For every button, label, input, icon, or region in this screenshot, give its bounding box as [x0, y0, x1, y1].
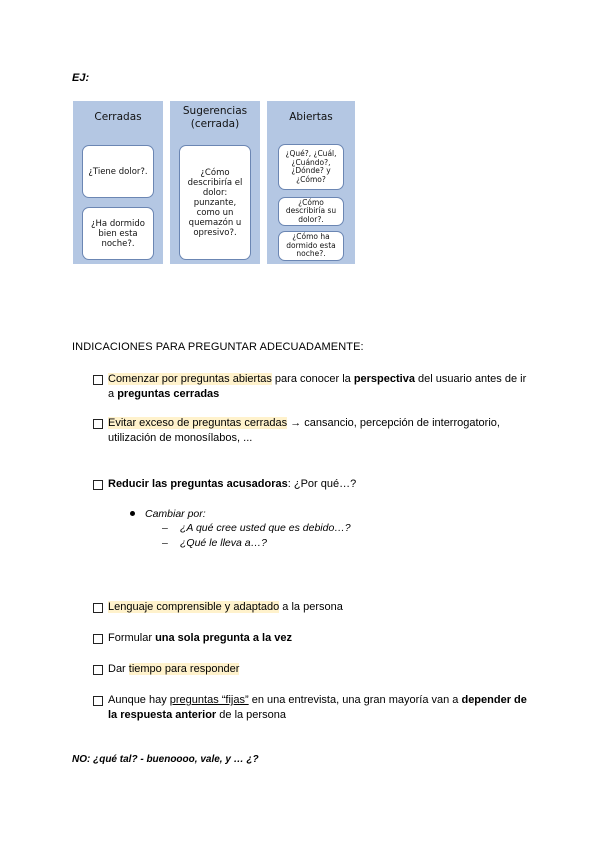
highlight-text: Lenguaje comprensible y adaptado [108, 601, 280, 613]
column-title: Cerradas [94, 111, 142, 123]
bold-text: perspectiva [353, 373, 415, 385]
sub-option-text: ¿Qué le lleva a…? [180, 537, 267, 549]
bold-text: una sola pregunta a la vez [155, 632, 292, 644]
checklist-item-6 [93, 662, 533, 677]
highlight-text: Evitar exceso de preguntas cerradas [108, 417, 288, 429]
bullet-icon [130, 511, 135, 516]
checkbox[interactable] [93, 480, 103, 490]
checklist-item-2 [93, 416, 533, 446]
underlined-text: preguntas “fijas” [169, 694, 249, 706]
checklist-item-3 [93, 477, 533, 492]
sub-bullet-label: Cambiar por: [145, 508, 206, 520]
text: → cansancio, percepción de interrogatorio, utilización de monosílabos, ... [108, 417, 500, 444]
column-title-line2: (cerrada) [190, 118, 240, 130]
diagram-column-abiertas [267, 101, 355, 264]
card-closed-question-1: ¿Tiene dolor?. [82, 145, 154, 198]
card-open-question-1: ¿Qué?, ¿Cuál, ¿Cuándo?, ¿Dónde? y ¿Cómo? [278, 144, 344, 190]
sub-option-text: ¿A qué cree usted que es debido…? [180, 522, 351, 534]
card-suggestion-question: ¿Cómo describiría el dolor: punzante, como un quemazón u opresivo?. [179, 145, 251, 260]
section-heading: INDICACIONES PARA PREGUNTAR ADECUADAMENTE: [72, 341, 364, 353]
column-title: Abiertas [289, 111, 333, 123]
sub-bullet [130, 508, 206, 520]
column-title-line1: Sugerencias [182, 105, 248, 117]
sub-option-2: – ¿Qué le lleva a…? [162, 537, 267, 549]
text: para conocer la [271, 373, 354, 385]
text: : ¿Por qué…? [287, 478, 357, 490]
note-text: NO: ¿qué tal? - buenoooo, vale, y … ¿? [72, 754, 259, 765]
checkbox[interactable] [93, 603, 103, 613]
checkbox[interactable] [93, 665, 103, 675]
diagram-column-sugerencias [170, 101, 260, 264]
checkbox[interactable] [93, 634, 103, 644]
checkbox[interactable] [93, 375, 103, 385]
bold-text: preguntas cerradas [117, 388, 220, 400]
checkbox[interactable] [93, 419, 103, 429]
text: Aunque hay [108, 694, 170, 706]
checklist-item-7 [93, 693, 533, 723]
checklist-item-1 [93, 372, 533, 402]
card-open-question-3: ¿Cómo ha dormido esta noche?. [278, 231, 344, 261]
highlight-text: Comenzar por preguntas abiertas [108, 373, 272, 385]
text: de la persona [216, 709, 286, 721]
checklist-item-4 [93, 600, 533, 615]
sub-option-1: – ¿A qué cree usted que es debido…? [162, 522, 351, 534]
bold-text: depender de la respuesta anterior [108, 694, 527, 721]
text: Dar [108, 663, 129, 675]
text: del usuario antes de ir a [108, 373, 527, 400]
example-label: EJ: [72, 72, 90, 84]
bold-text: Reducir las preguntas acusadoras [108, 478, 288, 490]
text: a la persona [279, 601, 343, 613]
checkbox[interactable] [93, 696, 103, 706]
card-closed-question-2: ¿Ha dormido bien esta noche?. [82, 207, 154, 260]
text: Formular [108, 632, 156, 644]
highlight-text: tiempo para responder [128, 663, 240, 675]
text: en una entrevista, una gran mayoría van a [248, 694, 462, 706]
diagram-column-cerradas [73, 101, 163, 264]
checklist-item-5 [93, 631, 533, 646]
card-open-question-2: ¿Cómo describiría su dolor?. [278, 197, 344, 226]
